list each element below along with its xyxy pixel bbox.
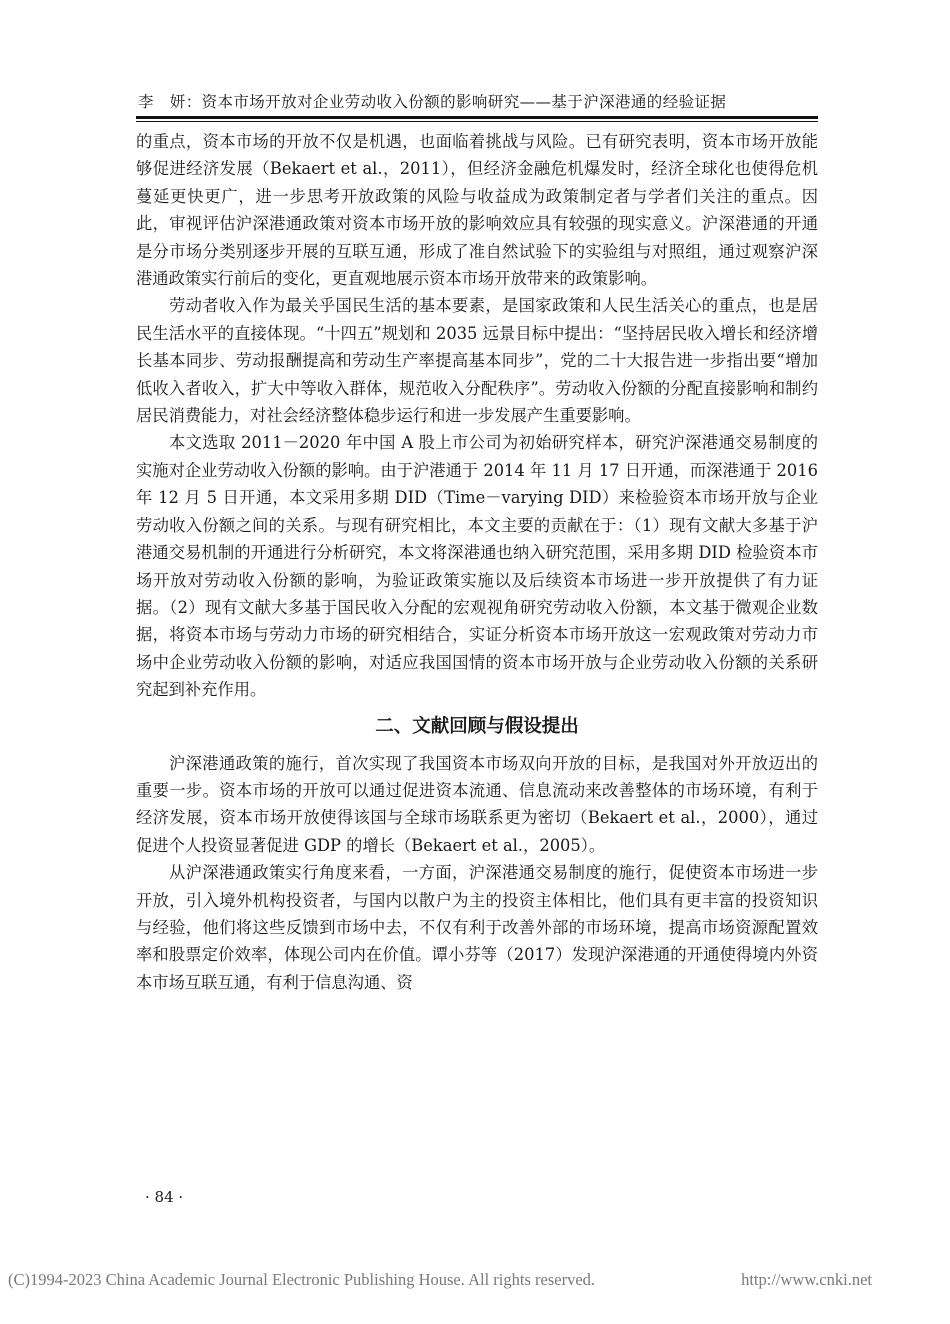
article-body — [136, 128, 818, 996]
running-head: 李 妍：资本市场开放对企业劳动收入份额的影响研究——基于沪深港通的经验证据 — [138, 93, 727, 111]
header-rule-thick — [136, 116, 818, 119]
footer-url[interactable]: http://www.cnki.net — [741, 1270, 872, 1289]
paragraph-3: 本文选取 2011－2020 年中国 A 股上市公司为初始研究样本，研究沪深港通交易制度的实施对企业劳动收入份额的影响。由于沪港通于 2014 年 11 月 17 日开通，而深港通于 2016 年 12 月 5 日开通，本文采用多期 DID（Time－varying DID）来检验资本市场开放与企业劳动收入份额之间的关系。与现有研究相比，本文主要的贡献在于：（1）现有文献大多基于沪港通交易机制的开通进行分析研究，本文将深港通也纳入研究范围，采用多期 DID 检验资本市场开放对劳动收入份额的影响，为验证政策实施以及后续资本市场进一步开放提供了有力证据。（2）现有文献大多基于国民收入分配的宏观视角研究劳动收入份额，本文基于微观企业数据，将资本市场与劳动力市场的研究相结合，实证分析资本市场开放这一宏观政策对劳动力市场中企业劳动收入份额的影响，对适应我国国情的资本市场开放与企业劳动收入份额的关系研究起到补充作用。 — [136, 433, 818, 700]
footer — [8, 1270, 942, 1290]
footer-copyright: (C)1994-2023 China Academic Journal Electronic Publishing House. All rights reserved. — [8, 1270, 596, 1289]
page-number: · 84 · — [145, 1188, 184, 1206]
paragraph-5: 从沪深港通政策实行角度来看，一方面，沪深港通交易制度的施行，促使资本市场进一步开放，引入境外机构投资者，与国内以散户为主的投资主体相比，他们具有更丰富的投资知识与经验，他们将这些反馈到市场中去，不仅有利于改善外部的市场环境，提高市场资源配置效率和股票定价效率，体现公司内在价值。谭小芬等（2017）发现沪深港通的开通使得境内外资本市场互联互通，有利于信息沟通、资 — [136, 863, 818, 992]
paragraph-1: 的重点，资本市场的开放不仅是机遇，也面临着挑战与风险。已有研究表明，资本市场开放能够促进经济发展（Bekaert et al.，2011），但经济金融危机爆发时，经济全球化也使得危机蔓延更快更广，进一步思考开放政策的风险与收益成为政策制定者与学者们关注的重点。因此，审视评估沪深港通政策对资本市场开放的影响效应具有较强的现实意义。沪深港通的开通是分市场分类别逐步开展的互联互通，形成了准自然试验下的实验组与对照组，通过观察沪深港通政策实行前后的变化，更直观地展示资本市场开放带来的政策影响。 — [136, 132, 818, 289]
header-rule-thin — [136, 121, 818, 122]
paragraph-4: 沪深港通政策的施行，首次实现了我国资本市场双向开放的目标，是我国对外开放迈出的重要一步。资本市场的开放可以通过促进资本流通、信息流动来改善整体的市场环境，有利于经济发展，资本市场开放使得该国与全球市场联系更为密切（Bekaert et al.，2000），通过促进个人投资显著促进 GDP 的增长（Bekaert et al.，2005）。 — [136, 753, 818, 855]
paragraph-2: 劳动者收入作为最关乎国民生活的基本要素，是国家政策和人民生活关心的重点，也是居民生活水平的直接体现。“十四五”规划和 2035 远景目标中提出：“坚持居民收入增长和经济增长基本同步、劳动报酬提高和劳动生产率提高基本同步”，党的二十大报告进一步指出要“增加低收入者收入，扩大中等收入群体，规范收入分配秩序”。劳动收入份额的分配直接影响和制约居民消费能力，对社会经济整体稳步运行和进一步发展产生重要影响。 — [136, 296, 818, 426]
section-heading: 二、文献回顾与假设提出 — [375, 715, 579, 737]
